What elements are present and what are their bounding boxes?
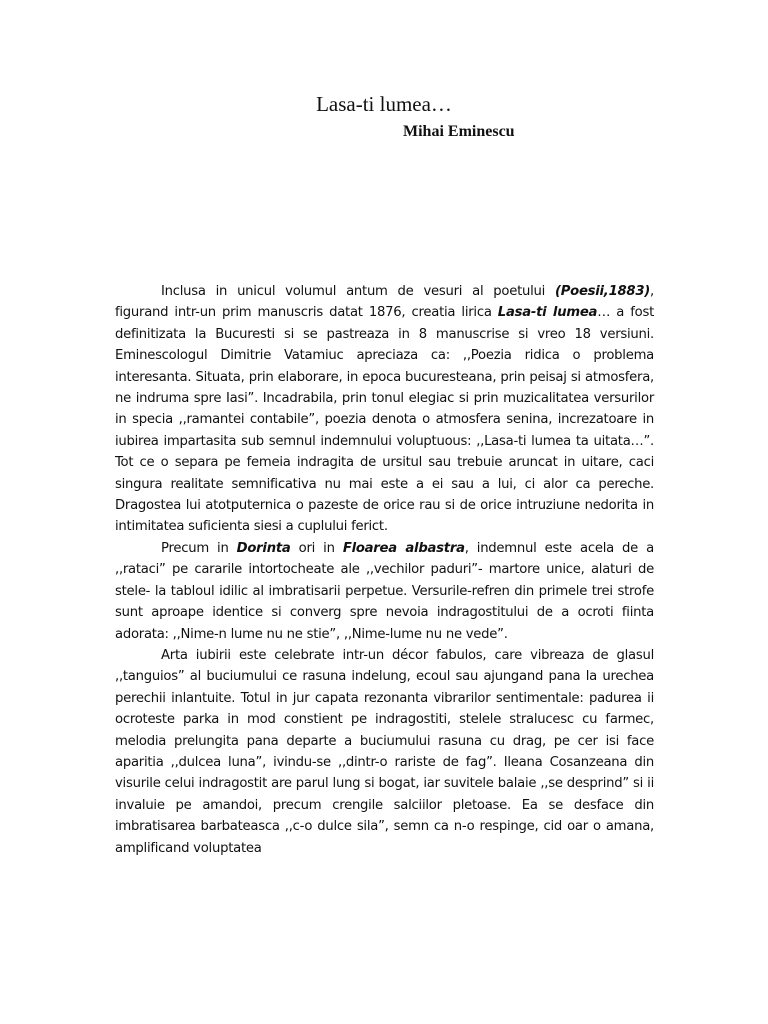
text-run: , indemnul este acela de a ,,rataci” pe cararile intortocheate ale ,,vechilor paduri”- martore unice, alaturi de stele- la tabloul idilic al imbratisarii perpetue. Versurile-refren din primele trei strofe sunt aproape identice si converg spre nevoia indragostitului de a ocroti fiinta adorata: ,,Nime-n lume nu ne stie”, ,,Nime-lume nu ne vede”. bbox=[115, 540, 654, 642]
author-name: Mihai Eminescu bbox=[403, 123, 515, 140]
page-title: Lasa-ti lumea… bbox=[316, 92, 452, 116]
text-run: ori in bbox=[290, 540, 343, 556]
emphasis-run: Dorinta bbox=[236, 540, 291, 556]
paragraph-3 bbox=[115, 645, 654, 859]
emphasis-run: (Poesii,1883) bbox=[554, 284, 651, 299]
emphasis-run: Floarea albastra bbox=[342, 540, 465, 556]
paragraph-2 bbox=[115, 538, 654, 645]
text-run: … a fost definitizata la Bucuresti si se pastreaza in 8 manuscrise si vreo 18 versiuni. Eminescologul Dimitrie Vatamiuc apreciaza ca: ,,Poezia ridica o problema interesanta. Situata, prin elaborare, in epoca bucuresteana, prin peisaj si atmosfera, ne indruma spre Iasi”. Incadrabila, prin tonul elegiac si prin muzicalitatea versurilor in specia ,,ramantei contabile”, poezia denota o atmosfera senina, increzatoare in iubirea impartasita sub semnul indemnului voluptuous: ,,Lasa-ti lumea ta uitata…”. Tot ce o separa pe femeia indragita de ursitul sau trebuie aruncat in uitare, caci singura realitate semnificativa nu mai este a ei sau a lui, ci alor ca pereche. Dragostea lui atotputernica o pazeste de orice rau si de orice intruziune nedorita in intimitatea suficienta siesi a cuplului ferict. bbox=[115, 305, 654, 535]
text-run: Inclusa in unicul volumul antum de vesuri al poetului bbox=[161, 284, 555, 299]
text-run: Arta iubirii este celebrate intr-un décor fabulos, care vibreaza de glasul ,,tanguios” al buciumului ce rasuna indelung, ecoul sau ajungand pana la urechea perechii inlantuite. Totul in jur capata rezonanta vibrarilor sentimentale: padurea ii ocroteste parka in mod constient pe indragostiti, stelele stralucesc cu farmec, melodia prelungita pana departe a buciumului rasuna cu drag, pe cer isi face aparitia ,,dulcea luna”, ivindu-se ,,dintr-o rariste de fag”. Ileana Cosanzeana din visurile celui indragostit are parul lung si bogat, iar suvitele balaie ,,se desprind” si ii invaluie pe amandoi, precum crengile salciilor pletoase. Ea se desface din imbratisarea barbateasca ,,c-o dulce sila”, semn ca n-o respinge, cid oar o amana, amplificand voluptatea bbox=[115, 647, 654, 856]
emphasis-run: Lasa-ti lumea bbox=[497, 305, 598, 321]
paragraph-1 bbox=[115, 281, 654, 538]
body-text bbox=[115, 281, 654, 859]
text-run: Precum in bbox=[161, 540, 237, 556]
text-run: , figurand intr-un prim manuscris datat 1876, creatia lirica bbox=[115, 284, 654, 321]
